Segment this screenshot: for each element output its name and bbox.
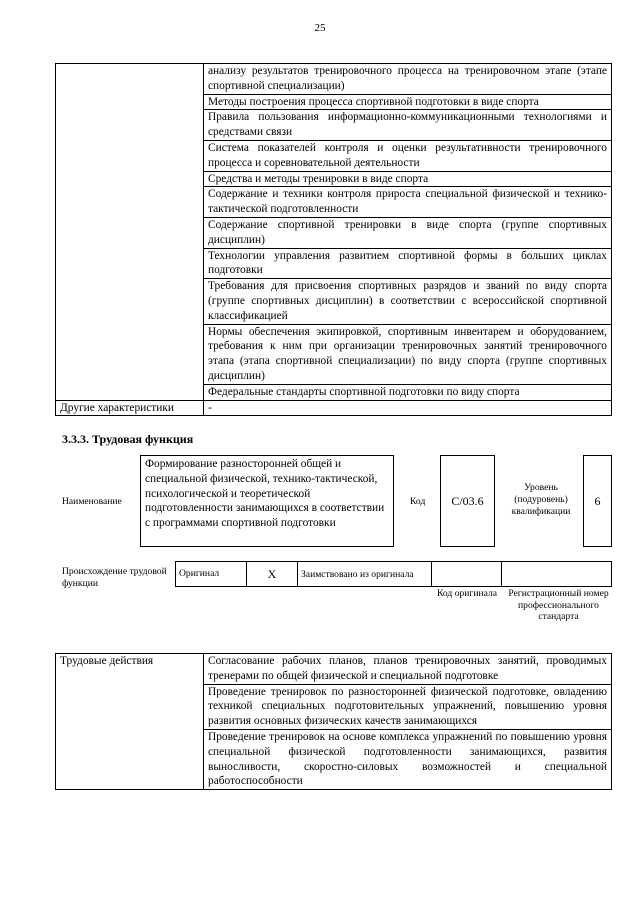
function-name-value: Формирование разносторонней общей и специальной физической, технико-тактической, психологической и теоретической подготовленности занимающихся в соответствии с программами спортивной подготовки	[145, 458, 385, 530]
other-characteristics-value: -	[204, 400, 612, 416]
labor-action-item: Проведение тренировок на основе комплекса упражнений по повышению уровня специальной физической подготовленности занимающихся, развития выносливости, скоростно-силовых возможностей и специальной работоспособности	[204, 729, 612, 789]
original-mark-cell	[247, 562, 298, 587]
labor-action-item: Проведение тренировок по разносторонней физической подготовке, овладению техникой специальных подготовительных упражнений, повышению уровня развития основных физических качеств занимающихся	[204, 684, 612, 729]
table-row	[176, 562, 612, 587]
knowledge-item: Правила пользования информационно-коммуникационными технологиями и средствами связи	[204, 110, 612, 141]
page-number: 25	[314, 22, 326, 34]
knowledge-label-cell	[56, 64, 204, 401]
knowledge-item: анализу результатов тренировочного процесса на тренировочном этапе (этапе спортивной специализации)	[204, 64, 612, 95]
code-box	[440, 455, 495, 547]
labor-action-item: Согласование рабочих планов, планов тренировочных занятий, проводимых тренерами по общей физической и специальной подготовке	[204, 654, 612, 685]
name-label: Наименование	[62, 496, 122, 507]
section-title: 3.3.3. Трудовая функция	[62, 432, 194, 446]
knowledge-item: Технологии управления развитием спортивной формы в больших циклах подготовки	[204, 248, 612, 279]
knowledge-item: Система показателей контроля и оценки результативности тренировочного процесса и соревновательной деятельности	[204, 140, 612, 171]
original-label-cell	[176, 562, 247, 587]
code-original-cell	[432, 562, 502, 587]
knowledge-item: Требования для присвоения спортивных разрядов и званий по виду спорта (группе спортивных дисциплин) в соответствии с всероссийской спортивной классификацией	[204, 279, 612, 324]
code-label: Код	[410, 496, 426, 507]
borrowed-label-cell	[298, 562, 432, 587]
qualification-level-box	[583, 455, 612, 547]
knowledge-item: Содержание и техники контроля прироста специальной физической и технико-тактической подготовленности	[204, 187, 612, 218]
borrowed-label: Заимствовано из оригинала	[301, 568, 414, 580]
knowledge-item: Федеральные стандарты спортивной подготовки по виду спорта	[204, 384, 612, 400]
labor-actions-label: Трудовые действия	[56, 654, 204, 790]
table-row	[56, 400, 612, 416]
knowledge-table	[55, 63, 612, 416]
knowledge-item: Методы построения процесса спортивной подготовки в виде спорта	[204, 94, 612, 110]
reg-number-label: Регистрационный номер профессионального стандарта	[508, 588, 609, 622]
labor-actions-table	[55, 653, 612, 790]
reg-number-cell	[502, 562, 612, 587]
qualification-level-value: 6	[594, 493, 601, 508]
knowledge-item: Содержание спортивной тренировки в виде спорта (группе спортивных дисциплин)	[204, 217, 612, 248]
code-original-label: Код оригинала	[436, 588, 498, 599]
knowledge-item: Нормы обеспечения экипировкой, спортивным инвентарем и оборудованием, требования к ним при организации тренировочных занятий тренировочного этапа (этапа спортивной специализации) по виду спорта (группе спортивных дисциплин)	[204, 324, 612, 384]
knowledge-item: Средства и методы тренировки в виде спорта	[204, 171, 612, 187]
table-row	[56, 654, 612, 685]
function-name-box	[140, 455, 394, 547]
other-characteristics-label: Другие характеристики	[56, 400, 204, 416]
origin-label: Происхождение трудовой функции	[62, 566, 167, 589]
original-label: Оригинал	[179, 567, 220, 579]
origin-table	[175, 561, 612, 587]
code-value: С/03.6	[451, 493, 484, 508]
qualification-level-label: Уровень (подуровень) квалификации	[511, 482, 571, 517]
original-mark: Х	[267, 566, 277, 581]
table-row	[56, 64, 612, 95]
